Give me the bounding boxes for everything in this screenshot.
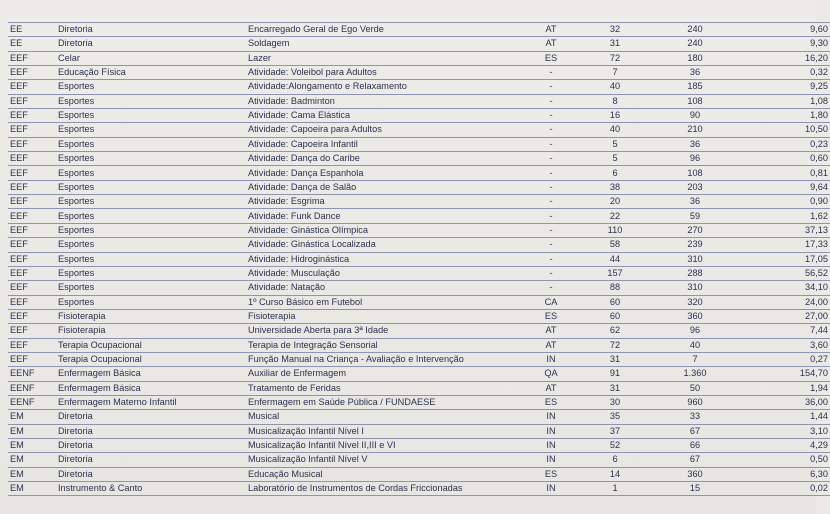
value-cell: 154,70 [740, 367, 830, 381]
modality-cell: - [522, 66, 580, 80]
hours-cell: 210 [650, 123, 740, 137]
table-row [8, 324, 830, 338]
value-cell: 0,50 [740, 453, 830, 467]
hours-cell: 90 [650, 109, 740, 123]
value-cell: 56,52 [740, 266, 830, 280]
table-row [8, 137, 830, 151]
course-name-cell: Lazer [246, 51, 522, 65]
students-cell: 31 [580, 381, 650, 395]
hours-cell: 203 [650, 180, 740, 194]
table-row [8, 94, 830, 108]
unit-code-cell: EEF [8, 209, 56, 223]
department-cell: Fisioterapia [56, 324, 246, 338]
modality-cell: AT [522, 23, 580, 37]
modality-cell: - [522, 94, 580, 108]
hours-cell: 310 [650, 281, 740, 295]
value-cell: 9,64 [740, 180, 830, 194]
course-name-cell: Universidade Aberta para 3ª Idade [246, 324, 522, 338]
modality-cell: IN [522, 453, 580, 467]
modality-cell: - [522, 266, 580, 280]
unit-code-cell: EEF [8, 152, 56, 166]
value-cell: 0,02 [740, 482, 830, 496]
value-cell: 0,81 [740, 166, 830, 180]
table-row [8, 482, 830, 496]
modality-cell: CA [522, 295, 580, 309]
table-row [8, 195, 830, 209]
course-name-cell: Atividade:Alongamento e Relaxamento [246, 80, 522, 94]
value-cell: 17,33 [740, 238, 830, 252]
unit-code-cell: EM [8, 467, 56, 481]
hours-cell: 59 [650, 209, 740, 223]
students-cell: 8 [580, 94, 650, 108]
hours-cell: 7 [650, 352, 740, 366]
table-row [8, 223, 830, 237]
department-cell: Esportes [56, 180, 246, 194]
students-cell: 52 [580, 438, 650, 452]
value-cell: 0,32 [740, 66, 830, 80]
table-row [8, 123, 830, 137]
hours-cell: 67 [650, 424, 740, 438]
value-cell: 37,13 [740, 223, 830, 237]
course-name-cell: Soldagem [246, 37, 522, 51]
modality-cell: - [522, 109, 580, 123]
table-row [8, 109, 830, 123]
students-cell: 6 [580, 166, 650, 180]
value-cell: 1,08 [740, 94, 830, 108]
table-row [8, 80, 830, 94]
hours-cell: 108 [650, 166, 740, 180]
department-cell: Fisioterapia [56, 309, 246, 323]
hours-cell: 240 [650, 37, 740, 51]
unit-code-cell: EEF [8, 238, 56, 252]
table-row [8, 51, 830, 65]
modality-cell: - [522, 137, 580, 151]
students-cell: 37 [580, 424, 650, 438]
modality-cell: - [522, 80, 580, 94]
hours-cell: 360 [650, 467, 740, 481]
students-cell: 58 [580, 238, 650, 252]
department-cell: Instrumento & Canto [56, 482, 246, 496]
course-name-cell: Atividade: Dança de Salão [246, 180, 522, 194]
table-row [8, 37, 830, 51]
table-row [8, 180, 830, 194]
course-name-cell: Terapia de Integração Sensorial [246, 338, 522, 352]
department-cell: Diretoria [56, 467, 246, 481]
department-cell: Diretoria [56, 424, 246, 438]
hours-cell: 36 [650, 66, 740, 80]
course-name-cell: Atividade: Ginástica Localizada [246, 238, 522, 252]
table-row [8, 152, 830, 166]
value-cell: 0,90 [740, 195, 830, 209]
department-cell: Esportes [56, 252, 246, 266]
table-row [8, 410, 830, 424]
table-row [8, 209, 830, 223]
value-cell: 1,94 [740, 381, 830, 395]
value-cell: 34,10 [740, 281, 830, 295]
department-cell: Esportes [56, 295, 246, 309]
value-cell: 0,27 [740, 352, 830, 366]
modality-cell: IN [522, 424, 580, 438]
department-cell: Esportes [56, 281, 246, 295]
modality-cell: AT [522, 37, 580, 51]
students-cell: 91 [580, 367, 650, 381]
unit-code-cell: EEF [8, 223, 56, 237]
department-cell: Esportes [56, 238, 246, 252]
course-name-cell: Atividade: Natação [246, 281, 522, 295]
department-cell: Esportes [56, 209, 246, 223]
students-cell: 31 [580, 37, 650, 51]
hours-cell: 15 [650, 482, 740, 496]
table-row [8, 252, 830, 266]
department-cell: Terapia Ocupacional [56, 338, 246, 352]
table-row [8, 166, 830, 180]
value-cell: 10,50 [740, 123, 830, 137]
unit-code-cell: EE [8, 23, 56, 37]
department-cell: Esportes [56, 166, 246, 180]
value-cell: 9,30 [740, 37, 830, 51]
unit-code-cell: EM [8, 424, 56, 438]
hours-cell: 960 [650, 395, 740, 409]
course-name-cell: Atividade: Dança Espanhola [246, 166, 522, 180]
hours-cell: 185 [650, 80, 740, 94]
hours-cell: 36 [650, 195, 740, 209]
course-name-cell: Atividade: Voleibol para Adultos [246, 66, 522, 80]
modality-cell: - [522, 195, 580, 209]
students-cell: 88 [580, 281, 650, 295]
course-name-cell: Atividade: Capoeira Infantil [246, 137, 522, 151]
value-cell: 0,23 [740, 137, 830, 151]
courses-table [8, 22, 830, 496]
value-cell: 0,60 [740, 152, 830, 166]
modality-cell: IN [522, 438, 580, 452]
table-row [8, 266, 830, 280]
hours-cell: 50 [650, 381, 740, 395]
modality-cell: AT [522, 324, 580, 338]
students-cell: 30 [580, 395, 650, 409]
modality-cell: IN [522, 352, 580, 366]
unit-code-cell: EEF [8, 180, 56, 194]
value-cell: 27,00 [740, 309, 830, 323]
hours-cell: 239 [650, 238, 740, 252]
students-cell: 40 [580, 80, 650, 94]
course-name-cell: Musicalização Infantil Nível II,III e VI [246, 438, 522, 452]
hours-cell: 320 [650, 295, 740, 309]
students-cell: 22 [580, 209, 650, 223]
students-cell: 35 [580, 410, 650, 424]
unit-code-cell: EM [8, 482, 56, 496]
modality-cell: ES [522, 395, 580, 409]
unit-code-cell: EEF [8, 252, 56, 266]
table-row [8, 367, 830, 381]
table-row [8, 295, 830, 309]
value-cell: 3,60 [740, 338, 830, 352]
department-cell: Educação Física [56, 66, 246, 80]
course-name-cell: Atividade: Musculação [246, 266, 522, 280]
students-cell: 60 [580, 309, 650, 323]
unit-code-cell: EEF [8, 309, 56, 323]
hours-cell: 180 [650, 51, 740, 65]
hours-cell: 1.360 [650, 367, 740, 381]
value-cell: 4,29 [740, 438, 830, 452]
students-cell: 6 [580, 453, 650, 467]
table-row [8, 438, 830, 452]
department-cell: Enfermagem Básica [56, 381, 246, 395]
table-row [8, 309, 830, 323]
hours-cell: 36 [650, 137, 740, 151]
course-name-cell: Auxiliar de Enfermagem [246, 367, 522, 381]
course-name-cell: Atividade: Dança do Caribe [246, 152, 522, 166]
course-name-cell: Atividade: Badminton [246, 94, 522, 108]
hours-cell: 108 [650, 94, 740, 108]
value-cell: 16,20 [740, 51, 830, 65]
course-name-cell: Atividade: Ginástica Olímpica [246, 223, 522, 237]
hours-cell: 67 [650, 453, 740, 467]
department-cell: Esportes [56, 123, 246, 137]
unit-code-cell: EM [8, 453, 56, 467]
department-cell: Esportes [56, 94, 246, 108]
students-cell: 31 [580, 352, 650, 366]
course-name-cell: Laboratório de Instrumentos de Cordas Friccionadas [246, 482, 522, 496]
course-name-cell: Educação Musical [246, 467, 522, 481]
value-cell: 1,62 [740, 209, 830, 223]
students-cell: 32 [580, 23, 650, 37]
value-cell: 6,30 [740, 467, 830, 481]
modality-cell: - [522, 123, 580, 137]
unit-code-cell: EE [8, 37, 56, 51]
hours-cell: 66 [650, 438, 740, 452]
modality-cell: IN [522, 482, 580, 496]
students-cell: 157 [580, 266, 650, 280]
students-cell: 40 [580, 123, 650, 137]
hours-cell: 240 [650, 23, 740, 37]
hours-cell: 270 [650, 223, 740, 237]
course-name-cell: Atividade: Cama Elástica [246, 109, 522, 123]
unit-code-cell: EENF [8, 381, 56, 395]
students-cell: 72 [580, 51, 650, 65]
modality-cell: - [522, 180, 580, 194]
unit-code-cell: EEF [8, 166, 56, 180]
course-name-cell: Encarregado Geral de Ego Verde [246, 23, 522, 37]
value-cell: 36,00 [740, 395, 830, 409]
unit-code-cell: EEF [8, 51, 56, 65]
department-cell: Esportes [56, 266, 246, 280]
course-name-cell: Musical [246, 410, 522, 424]
department-cell: Esportes [56, 223, 246, 237]
course-name-cell: Atividade: Hidroginástica [246, 252, 522, 266]
unit-code-cell: EEF [8, 295, 56, 309]
table-row [8, 424, 830, 438]
hours-cell: 360 [650, 309, 740, 323]
department-cell: Esportes [56, 137, 246, 151]
table-row [8, 238, 830, 252]
students-cell: 62 [580, 324, 650, 338]
unit-code-cell: EEF [8, 195, 56, 209]
hours-cell: 96 [650, 324, 740, 338]
unit-code-cell: EEF [8, 324, 56, 338]
table-row [8, 338, 830, 352]
students-cell: 7 [580, 66, 650, 80]
modality-cell: - [522, 238, 580, 252]
courses-table-body [8, 23, 830, 496]
department-cell: Esportes [56, 109, 246, 123]
unit-code-cell: EEF [8, 352, 56, 366]
students-cell: 38 [580, 180, 650, 194]
course-name-cell: Musicalização Infantil Nível V [246, 453, 522, 467]
students-cell: 44 [580, 252, 650, 266]
table-row [8, 467, 830, 481]
value-cell: 9,25 [740, 80, 830, 94]
unit-code-cell: EM [8, 410, 56, 424]
modality-cell: ES [522, 51, 580, 65]
department-cell: Esportes [56, 80, 246, 94]
course-name-cell: Atividade: Esgrima [246, 195, 522, 209]
value-cell: 9,60 [740, 23, 830, 37]
value-cell: 7,44 [740, 324, 830, 338]
table-row [8, 381, 830, 395]
department-cell: Diretoria [56, 453, 246, 467]
unit-code-cell: EEF [8, 109, 56, 123]
students-cell: 20 [580, 195, 650, 209]
table-row [8, 395, 830, 409]
students-cell: 1 [580, 482, 650, 496]
hours-cell: 96 [650, 152, 740, 166]
department-cell: Esportes [56, 152, 246, 166]
table-row [8, 281, 830, 295]
students-cell: 110 [580, 223, 650, 237]
unit-code-cell: EEF [8, 137, 56, 151]
department-cell: Celar [56, 51, 246, 65]
unit-code-cell: EENF [8, 395, 56, 409]
table-row [8, 23, 830, 37]
course-name-cell: Atividade: Funk Dance [246, 209, 522, 223]
students-cell: 5 [580, 152, 650, 166]
course-name-cell: 1º Curso Básico em Futebol [246, 295, 522, 309]
modality-cell: - [522, 223, 580, 237]
course-name-cell: Função Manual na Criança - Avaliação e Intervenção [246, 352, 522, 366]
department-cell: Enfermagem Materno Infantil [56, 395, 246, 409]
modality-cell: - [522, 281, 580, 295]
modality-cell: - [522, 166, 580, 180]
department-cell: Esportes [56, 195, 246, 209]
unit-code-cell: EEF [8, 94, 56, 108]
value-cell: 1,80 [740, 109, 830, 123]
department-cell: Enfermagem Básica [56, 367, 246, 381]
students-cell: 14 [580, 467, 650, 481]
course-name-cell: Musicalização Infantil Nível I [246, 424, 522, 438]
unit-code-cell: EM [8, 438, 56, 452]
hours-cell: 33 [650, 410, 740, 424]
table-row [8, 66, 830, 80]
modality-cell: - [522, 209, 580, 223]
table-row [8, 352, 830, 366]
unit-code-cell: EEF [8, 281, 56, 295]
value-cell: 17,05 [740, 252, 830, 266]
value-cell: 3,10 [740, 424, 830, 438]
hours-cell: 40 [650, 338, 740, 352]
value-cell: 24,00 [740, 295, 830, 309]
unit-code-cell: EEF [8, 338, 56, 352]
course-name-cell: Fisioterapia [246, 309, 522, 323]
course-name-cell: Tratamento de Feridas [246, 381, 522, 395]
department-cell: Diretoria [56, 23, 246, 37]
students-cell: 72 [580, 338, 650, 352]
modality-cell: AT [522, 338, 580, 352]
students-cell: 16 [580, 109, 650, 123]
department-cell: Diretoria [56, 410, 246, 424]
unit-code-cell: EENF [8, 367, 56, 381]
hours-cell: 288 [650, 266, 740, 280]
department-cell: Diretoria [56, 37, 246, 51]
value-cell: 1,44 [740, 410, 830, 424]
modality-cell: AT [522, 381, 580, 395]
modality-cell: IN [522, 410, 580, 424]
modality-cell: QA [522, 367, 580, 381]
course-name-cell: Atividade: Capoeira para Adultos [246, 123, 522, 137]
unit-code-cell: EEF [8, 66, 56, 80]
hours-cell: 310 [650, 252, 740, 266]
students-cell: 60 [580, 295, 650, 309]
modality-cell: - [522, 152, 580, 166]
unit-code-cell: EEF [8, 266, 56, 280]
unit-code-cell: EEF [8, 123, 56, 137]
modality-cell: ES [522, 467, 580, 481]
table-row [8, 453, 830, 467]
unit-code-cell: EEF [8, 80, 56, 94]
students-cell: 5 [580, 137, 650, 151]
modality-cell: ES [522, 309, 580, 323]
department-cell: Terapia Ocupacional [56, 352, 246, 366]
department-cell: Diretoria [56, 438, 246, 452]
modality-cell: - [522, 252, 580, 266]
course-name-cell: Enfermagem em Saúde Pública / FUNDAESE [246, 395, 522, 409]
